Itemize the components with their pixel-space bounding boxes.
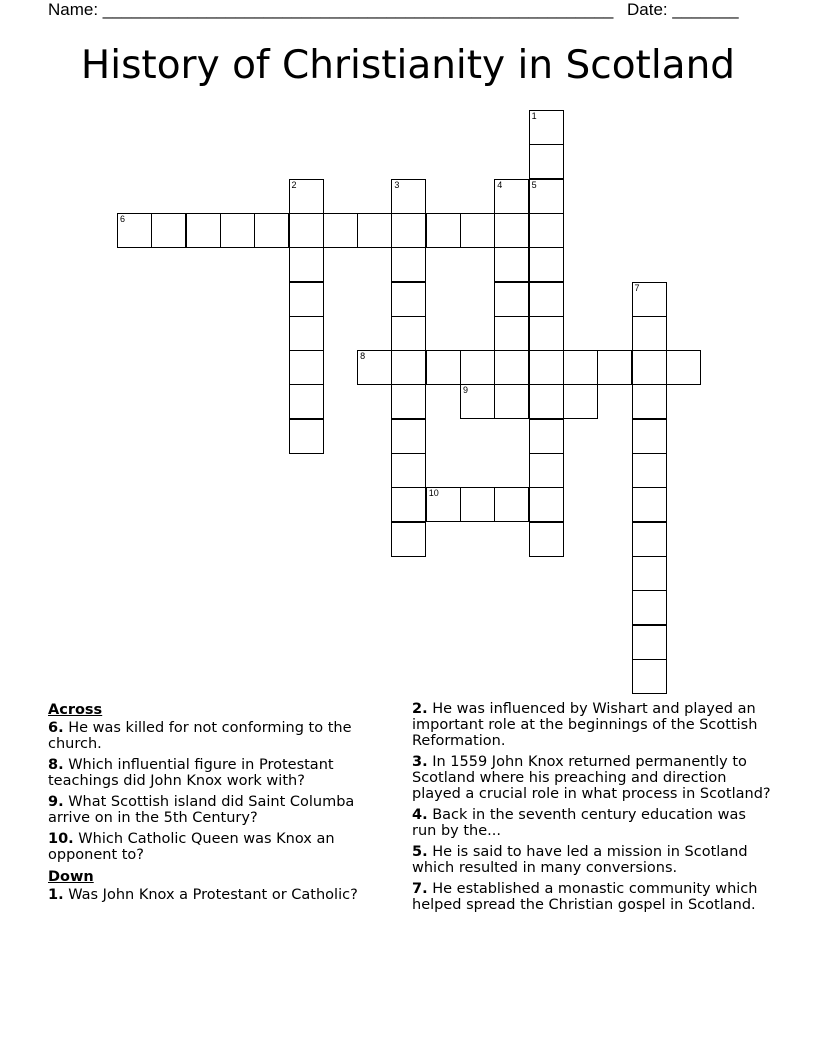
clue-text: What Scottish island did Saint Columba arrive on in the 5th Century?: [48, 794, 355, 826]
crossword-cell[interactable]: [529, 419, 564, 454]
crossword-cell[interactable]: [391, 350, 426, 385]
crossword-cell[interactable]: [151, 213, 186, 248]
crossword-cell[interactable]: [289, 247, 324, 282]
cell-number: 7: [634, 282, 640, 293]
crossword-cell[interactable]: [529, 384, 564, 419]
crossword-cell[interactable]: [357, 213, 392, 248]
crossword-cell[interactable]: [391, 522, 426, 557]
crossword-cell[interactable]: [494, 213, 529, 248]
cell-number: 5: [531, 179, 537, 190]
crossword-cell[interactable]: [494, 282, 529, 317]
crossword-cell[interactable]: [391, 282, 426, 317]
clue-number: 2.: [412, 701, 428, 717]
crossword-cell[interactable]: [186, 213, 221, 248]
crossword-cell[interactable]: [529, 522, 564, 557]
across-heading: Across: [48, 702, 103, 718]
crossword-cell[interactable]: [529, 247, 564, 282]
clue: [48, 757, 393, 789]
cell-number: 2: [291, 179, 297, 190]
crossword-cell[interactable]: [563, 350, 598, 385]
crossword-cell[interactable]: [220, 213, 255, 248]
crossword-cell[interactable]: [391, 316, 426, 351]
crossword-cell[interactable]: [632, 659, 667, 694]
crossword-cell[interactable]: [494, 316, 529, 351]
crossword-cell[interactable]: [426, 213, 461, 248]
clue: [412, 754, 774, 802]
crossword-cell[interactable]: [426, 350, 461, 385]
clue: [412, 881, 774, 913]
cell-number: 4: [497, 179, 503, 190]
clue-number: 3.: [412, 754, 428, 770]
crossword-cell[interactable]: [117, 213, 152, 248]
clue-text: He was killed for not conforming to the church.: [48, 720, 352, 752]
clue: [412, 701, 774, 749]
crossword-cell[interactable]: [529, 213, 564, 248]
clue: [48, 887, 393, 903]
clue-number: 10.: [48, 831, 74, 847]
clue-text: Which Catholic Queen was Knox an opponent to?: [48, 831, 335, 863]
clue-text: He established a monastic community which helped spread the Christian gospel in Scotland.: [412, 881, 758, 913]
crossword-cell[interactable]: [357, 350, 392, 385]
cell-number: 8: [360, 351, 366, 362]
clue: [48, 720, 393, 752]
crossword-cell[interactable]: [632, 556, 667, 591]
crossword-cell[interactable]: [460, 213, 495, 248]
crossword-cell[interactable]: [289, 179, 324, 214]
crossword-cell[interactable]: [254, 213, 289, 248]
crossword-cell[interactable]: [632, 625, 667, 660]
crossword-cell[interactable]: [666, 350, 701, 385]
crossword-cell[interactable]: [632, 316, 667, 351]
crossword-cell[interactable]: [289, 282, 324, 317]
crossword-cell[interactable]: [391, 179, 426, 214]
crossword-cell[interactable]: [632, 453, 667, 488]
clues-left-column: [48, 701, 393, 908]
date-label: Date: _______: [627, 0, 739, 19]
crossword-cell[interactable]: [391, 419, 426, 454]
crossword-cell[interactable]: [391, 213, 426, 248]
crossword-cell[interactable]: [289, 419, 324, 454]
crossword-cell[interactable]: [529, 487, 564, 522]
crossword-cell[interactable]: [426, 487, 461, 522]
clue-number: 6.: [48, 720, 64, 736]
cell-number: 9: [463, 385, 469, 396]
cell-number: 1: [531, 111, 537, 121]
cell-number: 3: [394, 179, 400, 190]
crossword-cell[interactable]: [632, 282, 667, 317]
crossword-cell[interactable]: [632, 487, 667, 522]
clue: [412, 807, 774, 839]
clue-number: 4.: [412, 807, 428, 823]
crossword-cell[interactable]: [632, 419, 667, 454]
cell-number: 6: [120, 213, 126, 224]
crossword-cell[interactable]: [391, 247, 426, 282]
crossword-cell[interactable]: [529, 144, 564, 179]
crossword-cell[interactable]: [323, 213, 358, 248]
crossword-cell[interactable]: [494, 384, 529, 419]
down-clue-list: [48, 887, 393, 903]
page-title: History of Christianity in Scotland: [80, 43, 736, 88]
crossword-cell[interactable]: [391, 487, 426, 522]
crossword-cell[interactable]: [494, 350, 529, 385]
clue: [412, 844, 774, 876]
clue-text: He is said to have led a mission in Scotland which resulted in many conversions.: [412, 844, 748, 876]
crossword-cell[interactable]: [460, 350, 495, 385]
clue-text: Which influential figure in Protestant teachings did John Knox work with?: [48, 757, 334, 789]
crossword-cell[interactable]: [289, 316, 324, 351]
clue-number: 7.: [412, 881, 428, 897]
clue-text: Back in the seventh century education was run by the...: [412, 807, 746, 839]
crossword-cell[interactable]: [529, 316, 564, 351]
crossword-cell[interactable]: [289, 350, 324, 385]
down-heading: Down: [48, 869, 94, 885]
clue-text: Was John Knox a Protestant or Catholic?: [63, 887, 358, 903]
crossword-cell[interactable]: [391, 453, 426, 488]
crossword-cell[interactable]: [529, 282, 564, 317]
crossword-cell[interactable]: [632, 522, 667, 557]
clue-text: In 1559 John Knox returned permanently to Scotland where his preaching and direction played a crucial role in what process in Scotland?: [412, 754, 771, 802]
crossword-cell[interactable]: [632, 384, 667, 419]
clue-number: 5.: [412, 844, 428, 860]
crossword-cell[interactable]: [529, 179, 564, 214]
cell-number: 10: [428, 488, 439, 499]
clue: [48, 794, 393, 826]
crossword-cell[interactable]: [494, 487, 529, 522]
clues-right-column: [412, 701, 774, 918]
name-label: Name: ______________________________________________________: [48, 0, 614, 19]
down-clue-list-continued: [412, 701, 774, 913]
across-clue-list: [48, 720, 393, 863]
crossword-cell[interactable]: [632, 350, 667, 385]
crossword-cell[interactable]: [391, 384, 426, 419]
crossword-cell[interactable]: [529, 110, 564, 145]
crossword-cell[interactable]: [494, 247, 529, 282]
clue-number: 9.: [48, 794, 64, 810]
clue-number: 8.: [48, 757, 64, 773]
clue-number: 1.: [48, 887, 64, 903]
crossword-cell[interactable]: [563, 384, 598, 419]
crossword-cell[interactable]: [597, 350, 632, 385]
crossword-cell[interactable]: [632, 590, 667, 625]
clue: [48, 831, 393, 863]
clue-text: He was influenced by Wishart and played an important role at the beginnings of the Scottish Reformation.: [412, 701, 758, 749]
crossword-cell[interactable]: [494, 179, 529, 214]
crossword-cell[interactable]: [289, 384, 324, 419]
crossword-cell[interactable]: [529, 453, 564, 488]
crossword-cell[interactable]: [460, 384, 495, 419]
crossword-cell[interactable]: [460, 487, 495, 522]
crossword-cell[interactable]: [289, 213, 324, 248]
crossword-cell[interactable]: [529, 350, 564, 385]
